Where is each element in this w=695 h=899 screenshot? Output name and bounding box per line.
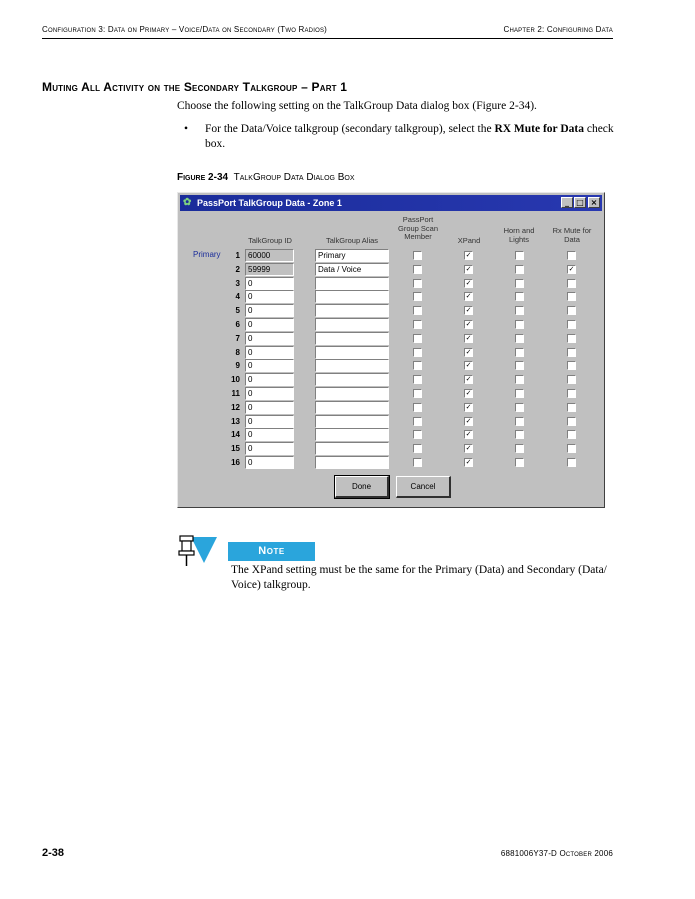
running-header-right: Chapter 2: Configuring Data [503, 25, 613, 34]
talkgroup-alias-input[interactable] [315, 401, 389, 414]
row-number: 8 [235, 347, 240, 357]
document-id-date: 6881006Y37-D October 2006 [500, 849, 613, 858]
table-row [178, 332, 606, 345]
table-row [178, 263, 606, 276]
xpand-checkbox[interactable]: ✓ [465, 375, 472, 384]
horn-lights-checkbox[interactable] [515, 251, 524, 260]
maximize-button[interactable]: □ [574, 197, 586, 208]
scan-member-checkbox[interactable] [413, 251, 422, 260]
rx-mute-checkbox[interactable] [567, 334, 576, 343]
scan-member-checkbox[interactable] [413, 375, 422, 384]
table-row [178, 415, 606, 428]
talkgroup-alias-input[interactable] [315, 277, 389, 290]
horn-lights-checkbox[interactable] [515, 458, 524, 467]
horn-lights-checkbox[interactable] [515, 375, 524, 384]
talkgroup-alias-input[interactable] [315, 359, 389, 372]
intro-paragraph: Choose the following setting on the TalkGroup Data dialog box (Figure 2-34). [177, 100, 537, 112]
horn-lights-checkbox[interactable] [515, 348, 524, 357]
table-row [178, 304, 606, 317]
talkgroup-alias-input[interactable] [315, 442, 389, 455]
xpand-checkbox[interactable]: ✓ [465, 306, 472, 315]
col-header-scan: PassPort Group Scan Member [397, 215, 439, 241]
rx-mute-checkbox[interactable] [567, 417, 576, 426]
bullet-item [184, 122, 617, 152]
bullet-text-post: check box. [205, 123, 614, 150]
table-row [178, 387, 606, 400]
talkgroup-alias-input[interactable]: Data / Voice [315, 263, 389, 276]
rx-mute-checkbox[interactable] [567, 361, 576, 370]
talkgroup-id-input[interactable]: 0 [245, 428, 294, 441]
talkgroup-id-input[interactable]: 0 [245, 332, 294, 345]
header-rule [42, 38, 613, 39]
row-number: 12 [231, 402, 240, 412]
scan-member-checkbox[interactable] [413, 417, 422, 426]
talkgroup-alias-input[interactable] [315, 415, 389, 428]
rx-mute-checkbox[interactable]: ✓ [568, 264, 575, 273]
row-number: 10 [231, 375, 240, 385]
horn-lights-checkbox[interactable] [515, 361, 524, 370]
col-header-rx-mute: Rx Mute for Data [552, 226, 592, 244]
talkgroup-id-input[interactable]: 0 [245, 318, 294, 331]
running-header-left: Configuration 3: Data on Primary – Voice/Data on Secondary (Two Radios) [42, 25, 328, 34]
xpand-checkbox[interactable]: ✓ [465, 264, 472, 273]
note-text: The XPand setting must be the same for the Primary (Data) and Secondary (Data/ Voice) talkgroup. [231, 564, 607, 591]
table-row [178, 359, 606, 372]
table-row [178, 456, 606, 469]
horn-lights-checkbox[interactable] [515, 320, 524, 329]
horn-lights-checkbox[interactable] [515, 265, 524, 274]
rx-mute-checkbox[interactable] [567, 389, 576, 398]
xpand-checkbox[interactable]: ✓ [465, 444, 472, 453]
talkgroup-id-input[interactable]: 0 [245, 290, 294, 303]
note-badge: Note [228, 542, 315, 561]
row-number: 1 [235, 251, 240, 260]
table-row [178, 290, 606, 303]
table-row [178, 277, 606, 290]
horn-lights-checkbox[interactable] [515, 389, 524, 398]
cancel-button[interactable]: Cancel [396, 476, 451, 498]
dialog-titlebar[interactable] [180, 195, 602, 211]
table-row [178, 318, 606, 331]
talkgroup-alias-input[interactable]: Primary [315, 249, 389, 262]
xpand-checkbox[interactable]: ✓ [465, 402, 472, 411]
row-number: 16 [231, 458, 240, 467]
row-number: 11 [231, 389, 240, 398]
page-number: 2-38 [42, 847, 65, 859]
talkgroup-alias-input[interactable] [315, 318, 389, 331]
xpand-checkbox[interactable]: ✓ [465, 361, 472, 370]
figure-caption [177, 172, 355, 183]
horn-lights-checkbox[interactable] [515, 403, 524, 412]
talkgroup-id-input[interactable]: 0 [245, 359, 294, 372]
talkgroup-data-dialog [177, 192, 605, 508]
talkgroup-alias-input[interactable] [315, 332, 389, 345]
rx-mute-checkbox[interactable] [567, 320, 576, 329]
horn-lights-checkbox[interactable] [515, 279, 524, 288]
col-header-horn: Horn and Lights [503, 226, 535, 244]
row-number: 5 [235, 306, 240, 316]
figure-title: TalkGroup Data Dialog Box [233, 172, 355, 183]
talkgroup-alias-input[interactable] [315, 456, 389, 469]
talkgroup-id-input[interactable]: 0 [245, 277, 294, 290]
scan-member-checkbox[interactable] [413, 320, 422, 329]
talkgroup-alias-input[interactable] [315, 346, 389, 359]
scan-member-checkbox[interactable] [413, 403, 422, 412]
talkgroup-alias-input[interactable] [315, 428, 389, 441]
rx-mute-checkbox[interactable] [567, 279, 576, 288]
table-row [178, 373, 606, 386]
table-row [178, 442, 606, 455]
table-row [178, 346, 606, 359]
rx-mute-checkbox[interactable] [567, 306, 576, 315]
scan-member-checkbox[interactable] [413, 334, 422, 343]
rx-mute-checkbox[interactable] [567, 403, 576, 412]
horn-lights-checkbox[interactable] [515, 292, 524, 301]
col-header-tg-id: TalkGroup ID [248, 236, 292, 245]
xpand-checkbox[interactable]: ✓ [465, 458, 472, 466]
rx-mute-checkbox[interactable] [567, 348, 576, 357]
scan-member-checkbox[interactable] [413, 458, 422, 467]
table-row [178, 249, 606, 262]
table-row [178, 401, 606, 414]
xpand-checkbox[interactable]: ✓ [465, 292, 472, 301]
row-number: 9 [235, 361, 240, 371]
xpand-checkbox[interactable]: ✓ [465, 320, 472, 328]
row-number: 13 [231, 416, 240, 426]
horn-lights-checkbox[interactable] [515, 417, 524, 426]
bullet-marker: • [184, 123, 189, 135]
scan-member-checkbox[interactable] [413, 292, 422, 301]
row-number: 7 [235, 333, 240, 343]
figure-number: Figure 2-34 [177, 172, 229, 183]
xpand-checkbox[interactable]: ✓ [465, 416, 472, 425]
xpand-checkbox[interactable]: ✓ [465, 430, 472, 439]
row-number: 3 [235, 278, 240, 288]
dialog-title: PassPort TalkGroup Data - Zone 1 [197, 198, 342, 208]
rx-mute-checkbox[interactable] [567, 251, 576, 260]
scan-member-checkbox[interactable] [413, 361, 422, 370]
talkgroup-id-input[interactable]: 0 [245, 442, 294, 455]
pushpin-note-icon [177, 533, 217, 569]
rx-mute-checkbox[interactable] [567, 292, 576, 301]
row-number: 6 [235, 320, 240, 329]
primary-label: Primary [193, 250, 221, 259]
xpand-checkbox[interactable]: ✓ [465, 278, 472, 287]
xpand-checkbox[interactable]: ✓ [465, 347, 472, 356]
table-row [178, 428, 606, 441]
talkgroup-alias-input[interactable] [315, 290, 389, 303]
scan-member-checkbox[interactable] [413, 265, 422, 274]
talkgroup-id-input[interactable]: 0 [245, 387, 294, 400]
scan-member-checkbox[interactable] [413, 389, 422, 398]
scan-member-checkbox[interactable] [413, 430, 422, 439]
row-number: 4 [235, 292, 240, 302]
talkgroup-alias-input[interactable] [315, 373, 389, 386]
rx-mute-checkbox[interactable] [567, 458, 576, 467]
rx-mute-checkbox[interactable] [567, 375, 576, 384]
talkgroup-id-input[interactable]: 59999 [245, 263, 294, 276]
talkgroup-alias-input[interactable] [315, 387, 389, 400]
done-button[interactable]: Done [335, 476, 389, 498]
horn-lights-checkbox[interactable] [515, 334, 524, 343]
bullet-text-pre: For the Data/Voice talkgroup (secondary talkgroup), select the [205, 123, 495, 135]
rx-mute-checkbox[interactable] [567, 430, 576, 439]
xpand-checkbox[interactable]: ✓ [465, 389, 472, 397]
close-button[interactable]: × [588, 197, 600, 208]
talkgroup-id-input[interactable]: 0 [245, 373, 294, 386]
row-number: 2 [235, 264, 240, 274]
section-title: Muting All Activity on the Secondary Talkgroup – Part 1 [42, 80, 348, 94]
talkgroup-id-input[interactable]: 0 [245, 346, 294, 359]
row-number: 14 [231, 430, 240, 440]
scan-member-checkbox[interactable] [413, 306, 422, 315]
talkgroup-id-input[interactable]: 0 [245, 401, 294, 414]
scan-member-checkbox[interactable] [413, 279, 422, 288]
row-number: 15 [231, 444, 240, 454]
xpand-checkbox[interactable]: ✓ [465, 333, 472, 342]
app-icon: ✿ [183, 197, 192, 208]
talkgroup-id-input[interactable]: 60000 [245, 249, 294, 262]
col-header-xpand: XPand [457, 236, 481, 245]
bullet-text-bold: RX Mute for Data [494, 123, 584, 135]
rx-mute-checkbox[interactable] [567, 444, 576, 453]
col-header-alias: TalkGroup Alias [325, 236, 379, 245]
horn-lights-checkbox[interactable] [515, 306, 524, 315]
horn-lights-checkbox[interactable] [515, 430, 524, 439]
talkgroup-id-input[interactable]: 0 [245, 415, 294, 428]
horn-lights-checkbox[interactable] [515, 444, 524, 453]
talkgroup-id-input[interactable]: 0 [245, 456, 294, 469]
scan-member-checkbox[interactable] [413, 444, 422, 453]
talkgroup-id-input[interactable]: 0 [245, 304, 294, 317]
talkgroup-alias-input[interactable] [315, 304, 389, 317]
scan-member-checkbox[interactable] [413, 348, 422, 357]
xpand-checkbox[interactable]: ✓ [465, 251, 472, 259]
minimize-button[interactable]: _ [561, 197, 573, 208]
